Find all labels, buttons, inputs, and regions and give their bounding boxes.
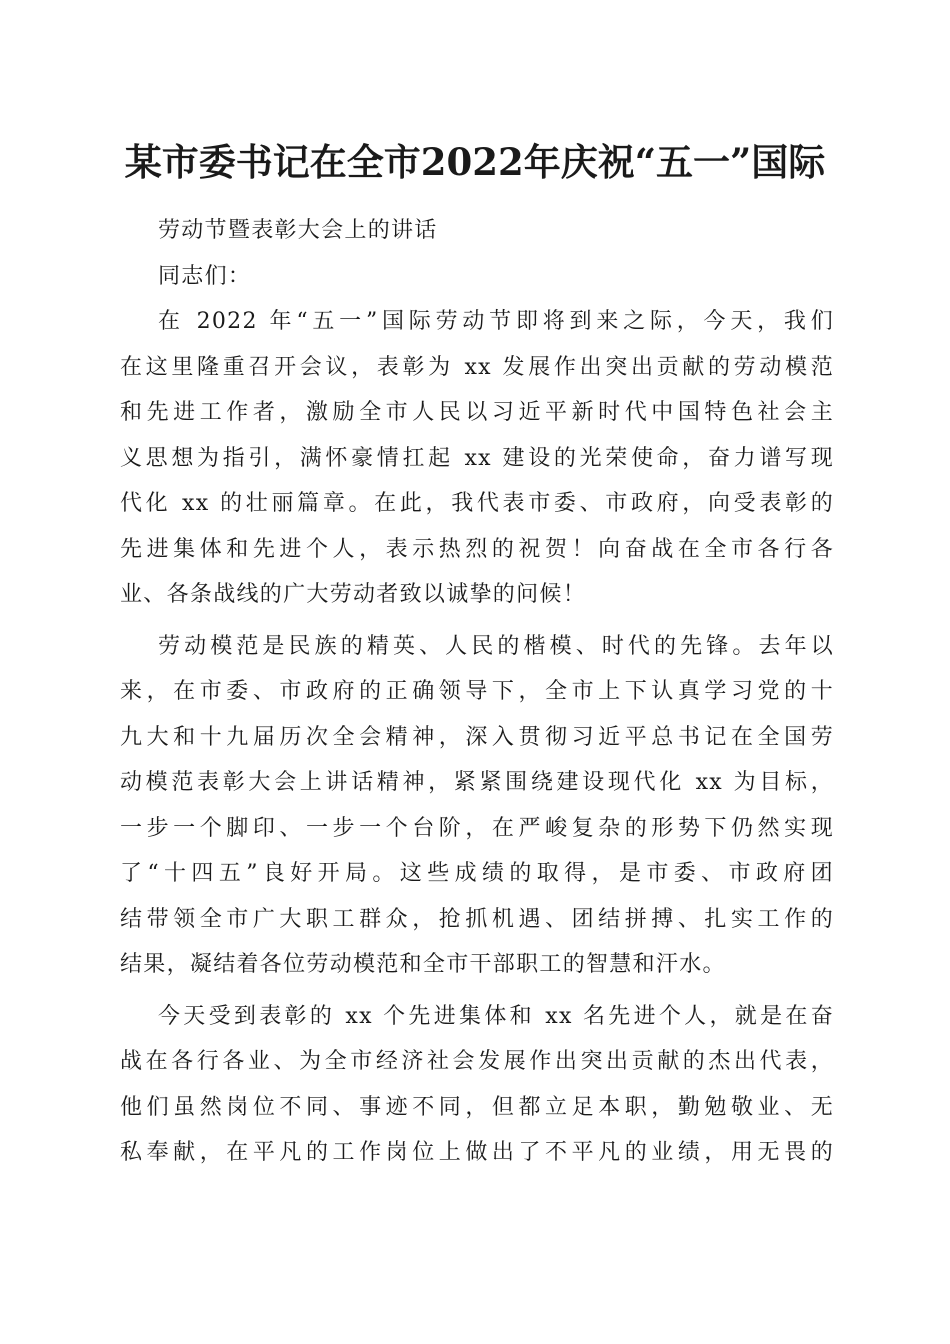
paragraph-line: 今天受到表彰的 xx 个先进集体和 xx 名先进个人，就是在奋 (158, 1003, 834, 1029)
paragraph-2 (120, 624, 834, 988)
paragraph-line: 义思想为指引，满怀豪情扛起 xx 建设的光荣使命，奋力谱写现 (120, 445, 834, 471)
paragraph-line: 先进集体和先进个人，表示热烈的祝贺！向奋战在全市各行各 (120, 536, 834, 562)
paragraph-line: 在 2022 年“五一”国际劳动节即将到来之际，今天，我们 (158, 309, 834, 334)
paragraph-line: 和先进工作者，激励全市人民以习近平新时代中国特色社会主 (120, 400, 834, 425)
paragraph-line: 来，在市委、市政府的正确领导下，全市上下认真学习党的十 (120, 679, 834, 704)
paragraph-line: 结带领全市广大职工群众，抢抓机遇、团结拼搏、扎实工作的 (120, 906, 834, 932)
document-subtitle: 劳动节暨表彰大会上的讲话 (158, 218, 438, 243)
paragraph-3 (120, 994, 834, 1176)
paragraph-line: 九大和十九届历次全会精神，深入贯彻习近平总书记在全国劳 (120, 724, 834, 750)
paragraph-1 (120, 299, 834, 618)
document-body (120, 208, 834, 1176)
paragraph-line: 了“十四五”良好开局。这些成绩的取得，是市委、市政府团 (120, 861, 834, 886)
paragraph-line: 私奉献，在平凡的工作岗位上做出了不平凡的业绩，用无畏的 (120, 1140, 834, 1165)
paragraph-line: 一步一个脚印、一步一个台阶，在严峻复杂的形势下仍然实现 (120, 815, 834, 841)
document-title: 某市委书记在全市2022年庆祝“五一”国际 (124, 140, 826, 184)
paragraph-line: 动模范表彰大会上讲话精神，紧紧围绕建设现代化 xx 为目标， (120, 770, 834, 795)
paragraph-line: 他们虽然岗位不同、事迹不同，但都立足本职，勤勉敬业、无 (120, 1094, 834, 1120)
salutation: 同志们： (158, 263, 252, 289)
paragraph-line: 劳动模范是民族的精英、人民的楷模、时代的先锋。去年以 (158, 633, 834, 659)
paragraph-line: 战在各行各业、为全市经济社会发展作出突出贡献的杰出代表， (120, 1049, 834, 1074)
paragraph-line: 业、各条战线的广大劳动者致以诚挚的问候！ (120, 582, 587, 607)
paragraph-line: 在这里隆重召开会议，表彰为 xx 发展作出突出贡献的劳动模范 (120, 354, 834, 380)
paragraph-line: 代化 xx 的壮丽篇章。在此，我代表市委、市政府，向受表彰的 (120, 491, 834, 516)
paragraph-line: 结果，凝结着各位劳动模范和全市干部职工的智慧和汗水。 (120, 952, 726, 977)
